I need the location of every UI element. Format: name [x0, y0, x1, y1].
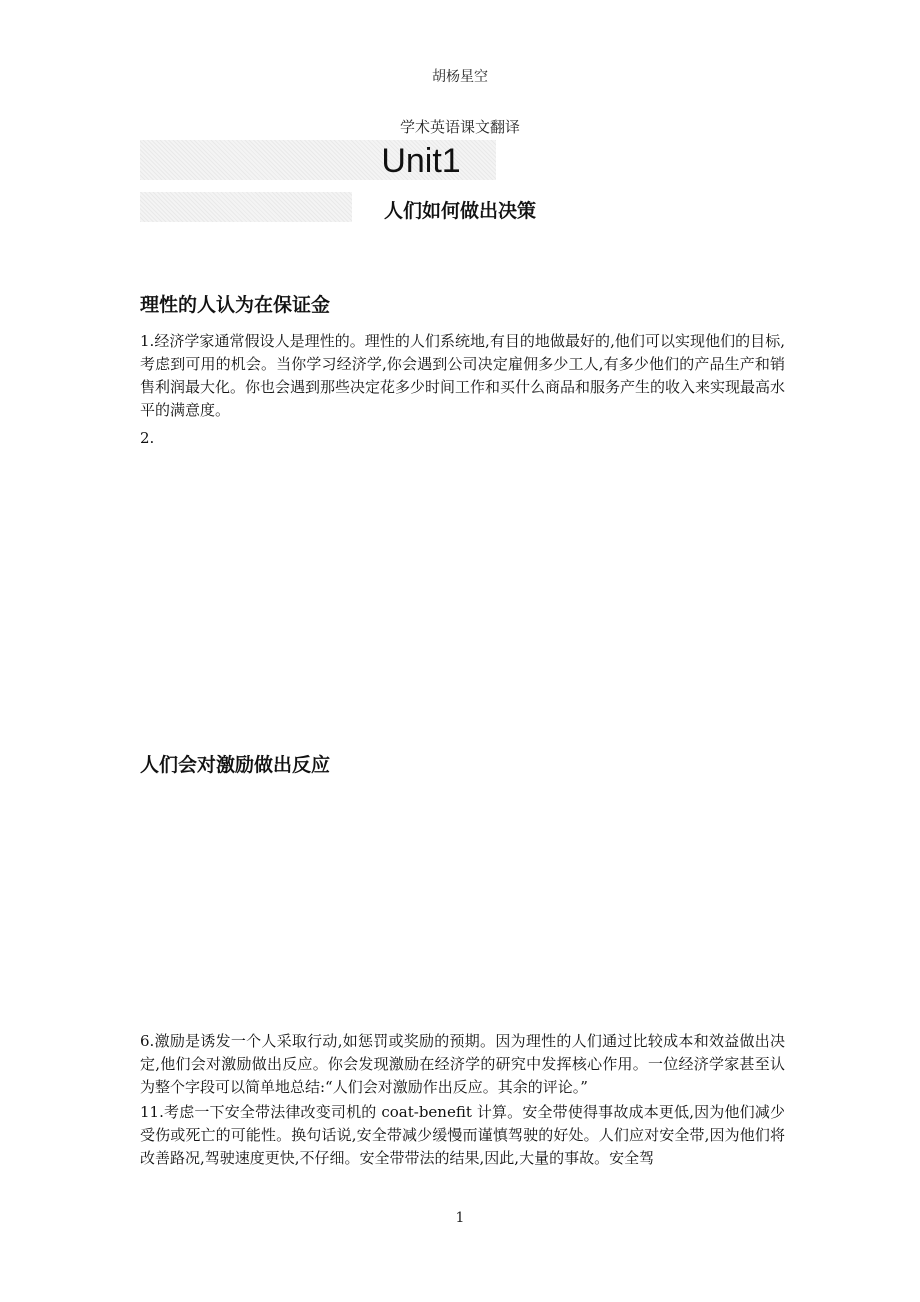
paragraph-11: 11.考虑一下安全带法律改变司机的 coat-benefit 计算。安全带使得事故成本更低,因为他们减少受伤或死亡的可能性。换句话说,安全带减少缓慢而谨慎驾驶的好处。人们应对安全带,因为他们将改善路况,驾驶速度更快,不仔细。安全带带法的结果,因此,大量的事故。安全驾 — [140, 1103, 785, 1167]
document-subtitle: 学术英语课文翻译 — [399, 118, 520, 136]
unit-title: Unit1 — [381, 142, 461, 180]
page-number: 1 — [455, 1210, 465, 1226]
paragraph-2: 2. — [140, 429, 155, 447]
chapter-title: 人们如何做出决策 — [383, 200, 536, 222]
page-header-author: 胡杨星空 — [432, 69, 488, 85]
paragraph-1: 1.经济学家通常假设人是理性的。理性的人们系统地,有目的地做最好的,他们可以实现他们的目标,考虑到可用的机会。当你学习经济学,你会遇到公司决定雇佣多少工人,有多少他们的产品生产和销售利润最大化。你也会遇到那些决定花多少时间工作和买什么商品和服务产生的收入来实现最高水平的满意度。 — [140, 332, 786, 419]
section-heading-rational-people: 理性的人认为在保证金 — [140, 294, 331, 316]
paragraph-6: 6.激励是诱发一个人采取行动,如惩罚或奖励的预期。因为理性的人们通过比较成本和效益做出决定,他们会对激励做出反应。你会发现激励在经济学的研究中发挥核心作用。一位经济学家甚至认为整个字段可以简单地总结:“人们会对激励作出反应。其余的评论。” — [140, 1032, 785, 1096]
section-heading-incentives: 人们会对激励做出反应 — [140, 754, 331, 776]
